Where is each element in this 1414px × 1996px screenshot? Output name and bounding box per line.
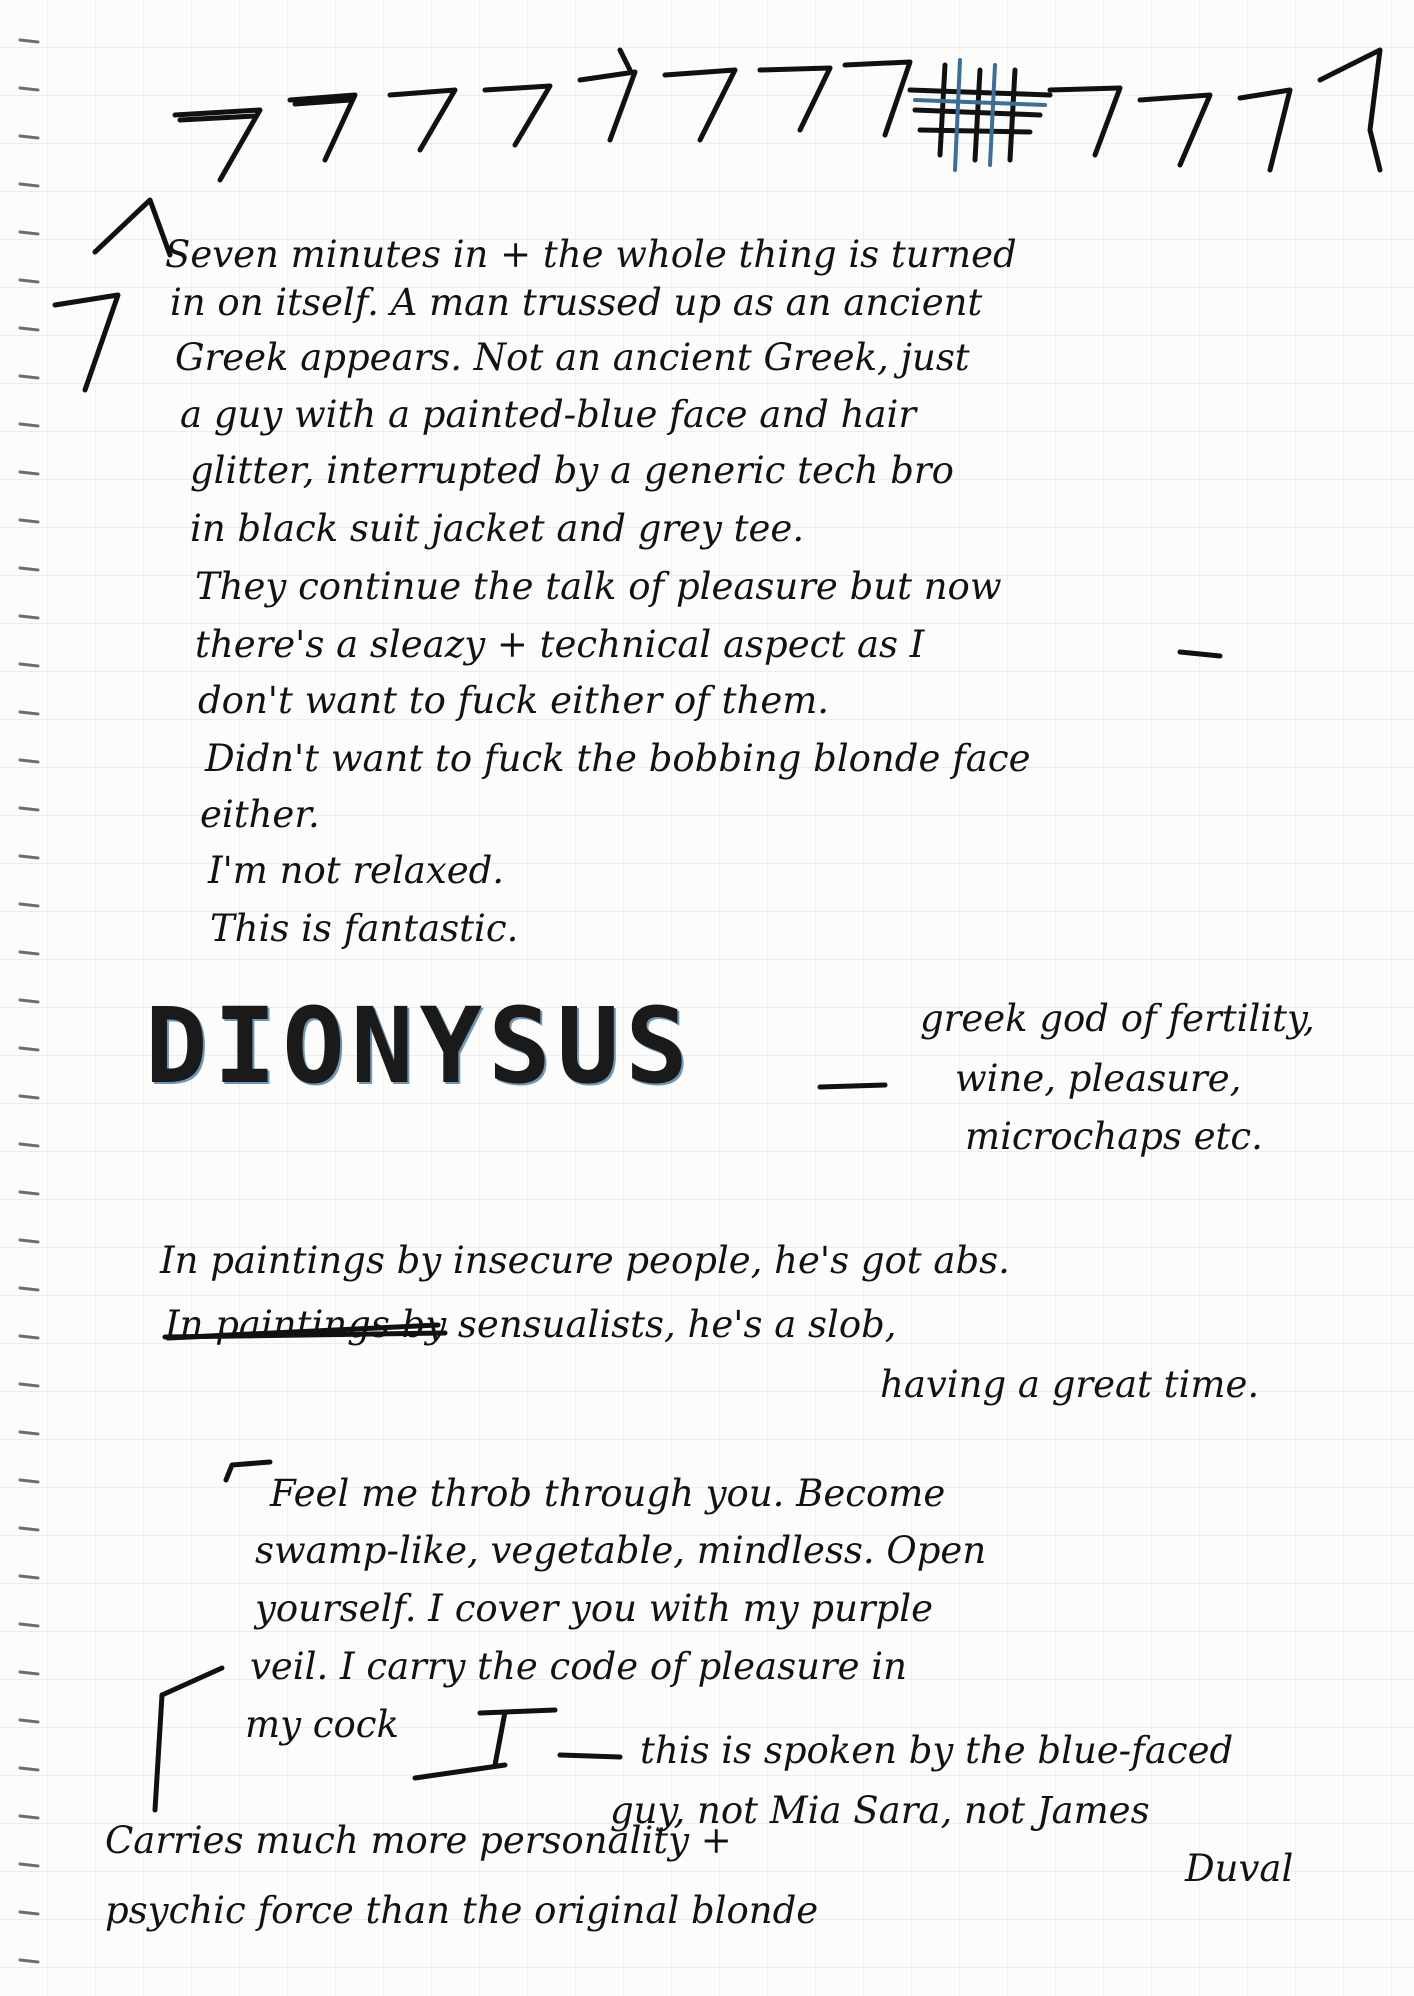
journal-line-5: glitter, interrupted by a generic tech bro xyxy=(190,449,954,492)
quote-line-4: veil. I carry the code of pleasure in xyxy=(250,1645,907,1688)
note-line-1: this is spoken by the blue-faced xyxy=(640,1729,1234,1772)
journal-line-2: in on itself. A man trussed up as an ancient xyxy=(170,281,983,324)
aside-line-2: psychic force than the original blonde xyxy=(105,1889,819,1932)
journal-line-6: in black suit jacket and grey tee. xyxy=(190,507,805,550)
journal-line-7: They continue the talk of pleasure but now xyxy=(195,565,1002,608)
quote-line-2: swamp-like, vegetable, mindless. Open xyxy=(255,1529,987,1572)
paintings-line-1: In paintings by insecure people, he's got abs. xyxy=(160,1239,1010,1282)
paintings-line-3: having a great time. xyxy=(880,1363,1260,1406)
journal-line-11: either. xyxy=(200,793,320,836)
quote-line-3: yourself. I cover you with my purple xyxy=(255,1587,934,1630)
definition-line-1: greek god of fertility, xyxy=(920,997,1315,1040)
quote-line-1: Feel me throb through you. Become xyxy=(270,1472,946,1515)
quote-line-5: my cock xyxy=(245,1703,399,1746)
paintings-line-2: In paintings by sensualists, he's a slob, xyxy=(165,1303,897,1346)
journal-line-12: I'm not relaxed. xyxy=(208,849,505,892)
journal-line-3: Greek appears. Not an ancient Greek, just xyxy=(175,336,970,379)
journal-line-13: This is fantastic. xyxy=(210,907,519,950)
note-line-3: Duval xyxy=(1185,1847,1294,1890)
dionysus-title: DIONYSUS xyxy=(145,985,694,1107)
journal-line-9: don't want to fuck either of them. xyxy=(198,679,830,722)
journal-line-1: Seven minutes in + the whole thing is turned xyxy=(165,233,1017,276)
note-line-2: guy, not Mia Sara, not James xyxy=(610,1789,1150,1832)
journal-line-10: Didn't want to fuck the bobbing blonde face xyxy=(205,737,1031,780)
aside-line-1: Carries much more personality + xyxy=(105,1819,732,1862)
definition-line-3: microchaps etc. xyxy=(965,1115,1263,1158)
journal-line-4: a guy with a painted-blue face and hair xyxy=(180,393,917,436)
journal-line-8: there's a sleazy + technical aspect as I xyxy=(195,623,925,666)
definition-line-2: wine, pleasure, xyxy=(955,1057,1242,1100)
